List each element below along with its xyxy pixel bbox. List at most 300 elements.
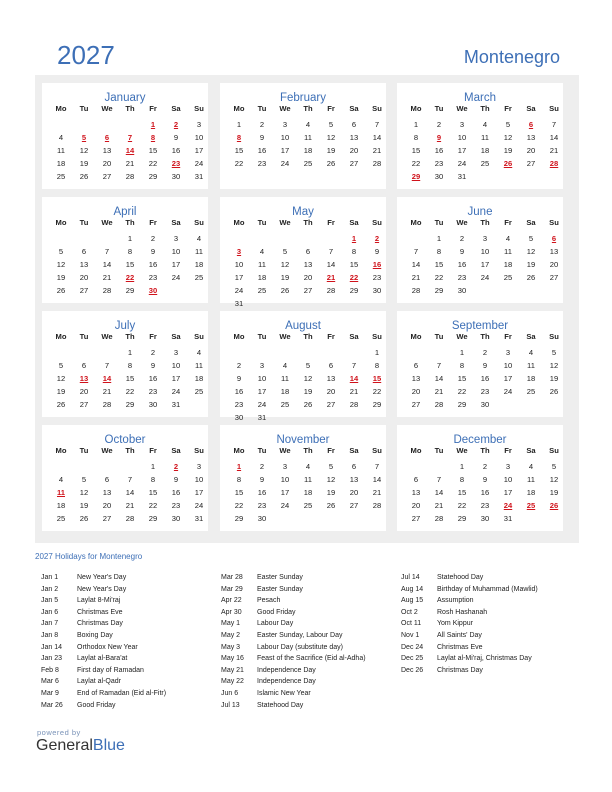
holiday-day[interactable]: 23 (171, 159, 181, 168)
day[interactable]: 11 (57, 146, 65, 155)
day[interactable]: 9 (482, 361, 488, 370)
holiday-day[interactable]: 25 (526, 501, 536, 510)
day[interactable]: 9 (150, 247, 156, 256)
day[interactable]: 21 (102, 387, 112, 396)
day[interactable]: 13 (102, 488, 112, 497)
day[interactable]: 23 (257, 159, 267, 168)
day[interactable]: 10 (280, 475, 290, 484)
day[interactable]: 31 (234, 299, 244, 308)
holiday-day[interactable]: 6 (528, 120, 534, 129)
day[interactable]: 19 (79, 159, 89, 168)
day[interactable]: 27 (349, 159, 359, 168)
holiday-day[interactable]: 3 (236, 247, 242, 256)
day[interactable]: 8 (150, 475, 156, 484)
day[interactable]: 7 (436, 475, 442, 484)
day[interactable]: 5 (505, 120, 511, 129)
day[interactable]: 4 (305, 120, 311, 129)
day[interactable]: 5 (551, 462, 557, 471)
holiday-day[interactable]: 14 (102, 374, 112, 383)
day[interactable]: 24 (194, 501, 204, 510)
day[interactable]: 14 (102, 260, 112, 269)
day[interactable]: 16 (257, 488, 267, 497)
day[interactable]: 20 (303, 273, 313, 282)
day[interactable]: 15 (457, 488, 467, 497)
day[interactable]: 1 (374, 348, 380, 357)
day[interactable]: 13 (349, 133, 359, 142)
day[interactable]: 6 (81, 361, 87, 370)
day[interactable]: 14 (434, 488, 444, 497)
day[interactable]: 29 (125, 286, 135, 295)
day[interactable]: 9 (173, 475, 179, 484)
day[interactable]: 25 (56, 172, 66, 181)
day[interactable]: 7 (436, 361, 442, 370)
holiday-day[interactable]: 21 (326, 273, 336, 282)
day[interactable]: 5 (328, 120, 334, 129)
day[interactable]: 19 (326, 146, 336, 155)
day[interactable]: 17 (280, 488, 290, 497)
day[interactable]: 8 (413, 133, 419, 142)
day[interactable]: 22 (434, 273, 444, 282)
day[interactable]: 13 (549, 247, 559, 256)
day[interactable]: 10 (503, 475, 513, 484)
day[interactable]: 7 (413, 247, 419, 256)
holiday-day[interactable]: 1 (150, 120, 156, 129)
day[interactable]: 2 (459, 234, 465, 243)
day[interactable]: 21 (434, 387, 444, 396)
day[interactable]: 22 (148, 501, 158, 510)
holiday-day[interactable]: 6 (551, 234, 557, 243)
day[interactable]: 6 (413, 361, 419, 370)
day[interactable]: 4 (259, 247, 265, 256)
day[interactable]: 2 (150, 234, 156, 243)
day[interactable]: 12 (79, 488, 89, 497)
day[interactable]: 22 (411, 159, 421, 168)
day[interactable]: 15 (125, 374, 135, 383)
day[interactable]: 19 (56, 387, 66, 396)
day[interactable]: 25 (280, 400, 290, 409)
day[interactable]: 1 (150, 462, 156, 471)
day[interactable]: 26 (303, 400, 313, 409)
day[interactable]: 15 (234, 146, 244, 155)
day[interactable]: 12 (79, 146, 89, 155)
day[interactable]: 23 (480, 501, 490, 510)
day[interactable]: 20 (526, 146, 536, 155)
day[interactable]: 1 (459, 348, 465, 357)
day[interactable]: 18 (503, 260, 513, 269)
day[interactable]: 8 (436, 247, 442, 256)
day[interactable]: 7 (104, 247, 110, 256)
day[interactable]: 12 (503, 133, 513, 142)
day[interactable]: 1 (436, 234, 442, 243)
day[interactable]: 1 (459, 462, 465, 471)
day[interactable]: 24 (257, 400, 267, 409)
day[interactable]: 16 (480, 374, 490, 383)
day[interactable]: 8 (459, 475, 465, 484)
holiday-day[interactable]: 16 (372, 260, 382, 269)
day[interactable]: 17 (171, 374, 181, 383)
day[interactable]: 23 (480, 387, 490, 396)
day[interactable]: 23 (434, 159, 444, 168)
holiday-day[interactable]: 22 (349, 273, 359, 282)
day[interactable]: 25 (480, 159, 490, 168)
day[interactable]: 13 (326, 374, 336, 383)
day[interactable]: 12 (326, 475, 336, 484)
day[interactable]: 7 (374, 462, 380, 471)
day[interactable]: 30 (234, 413, 244, 422)
day[interactable]: 10 (257, 374, 267, 383)
day[interactable]: 13 (79, 260, 89, 269)
holiday-day[interactable]: 1 (236, 462, 242, 471)
day[interactable]: 18 (56, 501, 66, 510)
day[interactable]: 22 (372, 387, 382, 396)
day[interactable]: 22 (148, 159, 158, 168)
day[interactable]: 26 (526, 273, 536, 282)
holiday-day[interactable]: 14 (125, 146, 135, 155)
day[interactable]: 6 (104, 475, 110, 484)
day[interactable]: 14 (372, 475, 382, 484)
day[interactable]: 18 (280, 387, 290, 396)
generalblue-logo[interactable] (36, 737, 125, 755)
day[interactable]: 29 (148, 172, 158, 181)
day[interactable]: 21 (411, 273, 421, 282)
day[interactable]: 8 (459, 361, 465, 370)
day[interactable]: 2 (436, 120, 442, 129)
day[interactable]: 6 (81, 247, 87, 256)
day[interactable]: 16 (171, 488, 181, 497)
day[interactable]: 3 (505, 462, 511, 471)
holiday-day[interactable]: 26 (549, 501, 559, 510)
holiday-day[interactable]: 2 (374, 234, 380, 243)
day[interactable]: 9 (259, 475, 265, 484)
holiday-day[interactable]: 28 (549, 159, 559, 168)
day[interactable]: 16 (257, 146, 267, 155)
day[interactable]: 27 (411, 514, 421, 523)
day[interactable]: 24 (503, 387, 513, 396)
day[interactable]: 20 (79, 273, 89, 282)
day[interactable]: 27 (326, 400, 336, 409)
day[interactable]: 19 (303, 387, 313, 396)
day[interactable]: 12 (549, 361, 559, 370)
day[interactable]: 29 (234, 514, 244, 523)
day[interactable]: 29 (148, 514, 158, 523)
day[interactable]: 17 (480, 260, 490, 269)
day[interactable]: 10 (194, 133, 204, 142)
day[interactable]: 11 (527, 361, 535, 370)
day[interactable]: 22 (457, 387, 467, 396)
day[interactable]: 30 (171, 172, 181, 181)
day[interactable]: 11 (195, 361, 203, 370)
day[interactable]: 5 (551, 348, 557, 357)
day[interactable]: 31 (194, 172, 204, 181)
holiday-day[interactable]: 13 (79, 374, 89, 383)
day[interactable]: 22 (125, 387, 135, 396)
day[interactable]: 27 (102, 514, 112, 523)
day[interactable]: 25 (56, 514, 66, 523)
day[interactable]: 19 (503, 146, 513, 155)
day[interactable]: 18 (303, 488, 313, 497)
day[interactable]: 30 (480, 400, 490, 409)
day[interactable]: 28 (372, 159, 382, 168)
holiday-day[interactable]: 29 (411, 172, 421, 181)
day[interactable]: 14 (549, 133, 559, 142)
day[interactable]: 30 (257, 514, 267, 523)
day[interactable]: 29 (372, 400, 382, 409)
day[interactable]: 15 (234, 488, 244, 497)
day[interactable]: 3 (282, 120, 288, 129)
day[interactable]: 25 (257, 286, 267, 295)
day[interactable]: 29 (349, 286, 359, 295)
day[interactable]: 10 (234, 260, 244, 269)
day[interactable]: 21 (549, 146, 559, 155)
day[interactable]: 23 (148, 387, 158, 396)
day[interactable]: 28 (125, 172, 135, 181)
day[interactable]: 21 (349, 387, 359, 396)
day[interactable]: 2 (259, 462, 265, 471)
day[interactable]: 19 (526, 260, 536, 269)
day[interactable]: 31 (457, 172, 467, 181)
day[interactable]: 3 (459, 120, 465, 129)
day[interactable]: 31 (257, 413, 267, 422)
day[interactable]: 31 (194, 514, 204, 523)
day[interactable]: 30 (434, 172, 444, 181)
day[interactable]: 23 (257, 501, 267, 510)
day[interactable]: 7 (328, 247, 334, 256)
day[interactable]: 16 (148, 374, 158, 383)
day[interactable]: 3 (505, 348, 511, 357)
day[interactable]: 10 (457, 133, 467, 142)
day[interactable]: 16 (480, 488, 490, 497)
day[interactable]: 22 (457, 501, 467, 510)
day[interactable]: 17 (503, 488, 513, 497)
day[interactable]: 9 (259, 133, 265, 142)
day[interactable]: 15 (457, 374, 467, 383)
holiday-day[interactable]: 6 (104, 133, 110, 142)
day[interactable]: 10 (171, 361, 181, 370)
day[interactable]: 28 (372, 501, 382, 510)
day[interactable]: 30 (457, 286, 467, 295)
day[interactable]: 30 (372, 286, 382, 295)
holiday-day[interactable]: 8 (236, 133, 242, 142)
day[interactable]: 26 (56, 400, 66, 409)
day[interactable]: 17 (457, 146, 467, 155)
day[interactable]: 5 (282, 247, 288, 256)
day[interactable]: 25 (503, 273, 513, 282)
day[interactable]: 20 (79, 387, 89, 396)
day[interactable]: 31 (503, 514, 513, 523)
day[interactable]: 27 (79, 286, 89, 295)
day[interactable]: 9 (482, 475, 488, 484)
day[interactable]: 29 (125, 400, 135, 409)
day[interactable]: 5 (58, 247, 64, 256)
day[interactable]: 19 (280, 273, 290, 282)
day[interactable]: 12 (303, 374, 313, 383)
day[interactable]: 12 (56, 260, 66, 269)
day[interactable]: 30 (480, 514, 490, 523)
day[interactable]: 28 (434, 514, 444, 523)
day[interactable]: 1 (413, 120, 419, 129)
day[interactable]: 5 (305, 361, 311, 370)
day[interactable]: 17 (503, 374, 513, 383)
day[interactable]: 28 (349, 400, 359, 409)
day[interactable]: 24 (457, 159, 467, 168)
holiday-day[interactable]: 22 (125, 273, 135, 282)
day[interactable]: 20 (411, 387, 421, 396)
day[interactable]: 27 (349, 501, 359, 510)
day[interactable]: 11 (304, 475, 312, 484)
day[interactable]: 13 (411, 488, 421, 497)
day[interactable]: 5 (81, 475, 87, 484)
day[interactable]: 2 (482, 348, 488, 357)
day[interactable]: 11 (195, 247, 203, 256)
day[interactable]: 21 (372, 488, 382, 497)
day[interactable]: 12 (326, 133, 336, 142)
day[interactable]: 10 (280, 133, 290, 142)
day[interactable]: 11 (481, 133, 489, 142)
day[interactable]: 1 (236, 120, 242, 129)
day[interactable]: 27 (102, 172, 112, 181)
day[interactable]: 17 (194, 488, 204, 497)
day[interactable]: 18 (257, 273, 267, 282)
day[interactable]: 28 (102, 286, 112, 295)
day[interactable]: 8 (127, 361, 133, 370)
holiday-day[interactable]: 14 (349, 374, 359, 383)
holiday-day[interactable]: 5 (81, 133, 87, 142)
day[interactable]: 23 (372, 273, 382, 282)
day[interactable]: 16 (148, 260, 158, 269)
day[interactable]: 26 (549, 387, 559, 396)
day[interactable]: 9 (459, 247, 465, 256)
day[interactable]: 24 (234, 286, 244, 295)
day[interactable]: 14 (326, 260, 336, 269)
day[interactable]: 20 (349, 146, 359, 155)
day[interactable]: 18 (526, 374, 536, 383)
day[interactable]: 3 (173, 348, 179, 357)
day[interactable]: 15 (434, 260, 444, 269)
holiday-day[interactable]: 1 (351, 234, 357, 243)
day[interactable]: 12 (526, 247, 536, 256)
day[interactable]: 30 (171, 514, 181, 523)
day[interactable]: 4 (58, 133, 64, 142)
day[interactable]: 13 (102, 146, 112, 155)
day[interactable]: 29 (457, 400, 467, 409)
day[interactable]: 11 (504, 247, 512, 256)
day[interactable]: 25 (194, 387, 204, 396)
day[interactable]: 23 (148, 273, 158, 282)
day[interactable]: 26 (56, 286, 66, 295)
day[interactable]: 19 (79, 501, 89, 510)
day[interactable]: 23 (171, 501, 181, 510)
day[interactable]: 10 (503, 361, 513, 370)
day[interactable]: 11 (304, 133, 312, 142)
day[interactable]: 26 (326, 501, 336, 510)
day[interactable]: 4 (528, 348, 534, 357)
day[interactable]: 20 (549, 260, 559, 269)
day[interactable]: 18 (194, 260, 204, 269)
day[interactable]: 28 (326, 286, 336, 295)
day[interactable]: 8 (374, 361, 380, 370)
day[interactable]: 2 (482, 462, 488, 471)
day[interactable]: 15 (148, 146, 158, 155)
day[interactable]: 6 (351, 120, 357, 129)
day[interactable]: 8 (127, 247, 133, 256)
day[interactable]: 10 (194, 475, 204, 484)
day[interactable]: 4 (58, 475, 64, 484)
day[interactable]: 7 (351, 361, 357, 370)
day[interactable]: 7 (551, 120, 557, 129)
day[interactable]: 21 (102, 273, 112, 282)
day[interactable]: 17 (280, 146, 290, 155)
day[interactable]: 21 (125, 159, 135, 168)
day[interactable]: 12 (549, 475, 559, 484)
day[interactable]: 20 (102, 501, 112, 510)
holiday-day[interactable]: 2 (173, 462, 179, 471)
day[interactable]: 3 (196, 462, 202, 471)
day[interactable]: 10 (480, 247, 490, 256)
day[interactable]: 24 (171, 387, 181, 396)
day[interactable]: 19 (549, 488, 559, 497)
day[interactable]: 15 (125, 260, 135, 269)
day[interactable]: 22 (234, 159, 244, 168)
day[interactable]: 30 (148, 400, 158, 409)
day[interactable]: 15 (411, 146, 421, 155)
day[interactable]: 18 (526, 488, 536, 497)
day[interactable]: 4 (482, 120, 488, 129)
day[interactable]: 6 (328, 361, 334, 370)
day[interactable]: 11 (281, 374, 289, 383)
day[interactable]: 13 (526, 133, 536, 142)
day[interactable]: 3 (196, 120, 202, 129)
day[interactable]: 26 (280, 286, 290, 295)
day[interactable]: 3 (173, 234, 179, 243)
day[interactable]: 4 (528, 462, 534, 471)
day[interactable]: 15 (349, 260, 359, 269)
day[interactable]: 2 (259, 120, 265, 129)
day[interactable]: 1 (127, 234, 133, 243)
day[interactable]: 9 (374, 247, 380, 256)
day[interactable]: 3 (282, 462, 288, 471)
day[interactable]: 9 (150, 361, 156, 370)
day[interactable]: 13 (303, 260, 313, 269)
holiday-day[interactable]: 26 (503, 159, 513, 168)
day[interactable]: 24 (480, 273, 490, 282)
day[interactable]: 20 (411, 501, 421, 510)
day[interactable]: 27 (303, 286, 313, 295)
day[interactable]: 24 (280, 159, 290, 168)
day[interactable]: 26 (326, 159, 336, 168)
day[interactable]: 17 (194, 146, 204, 155)
day[interactable]: 17 (257, 387, 267, 396)
day[interactable]: 3 (482, 234, 488, 243)
day[interactable]: 10 (171, 247, 181, 256)
day[interactable]: 9 (236, 374, 242, 383)
day[interactable]: 6 (351, 462, 357, 471)
holiday-day[interactable]: 7 (127, 133, 133, 142)
day[interactable]: 13 (349, 475, 359, 484)
day[interactable]: 27 (411, 400, 421, 409)
day[interactable]: 25 (303, 159, 313, 168)
holiday-day[interactable]: 2 (173, 120, 179, 129)
day[interactable]: 14 (434, 374, 444, 383)
day[interactable]: 28 (125, 514, 135, 523)
day[interactable]: 7 (127, 475, 133, 484)
day[interactable]: 24 (280, 501, 290, 510)
holiday-day[interactable]: 15 (372, 374, 382, 383)
day[interactable]: 4 (305, 462, 311, 471)
day[interactable]: 18 (194, 374, 204, 383)
day[interactable]: 11 (258, 260, 266, 269)
day[interactable]: 14 (411, 260, 421, 269)
day[interactable]: 16 (171, 146, 181, 155)
